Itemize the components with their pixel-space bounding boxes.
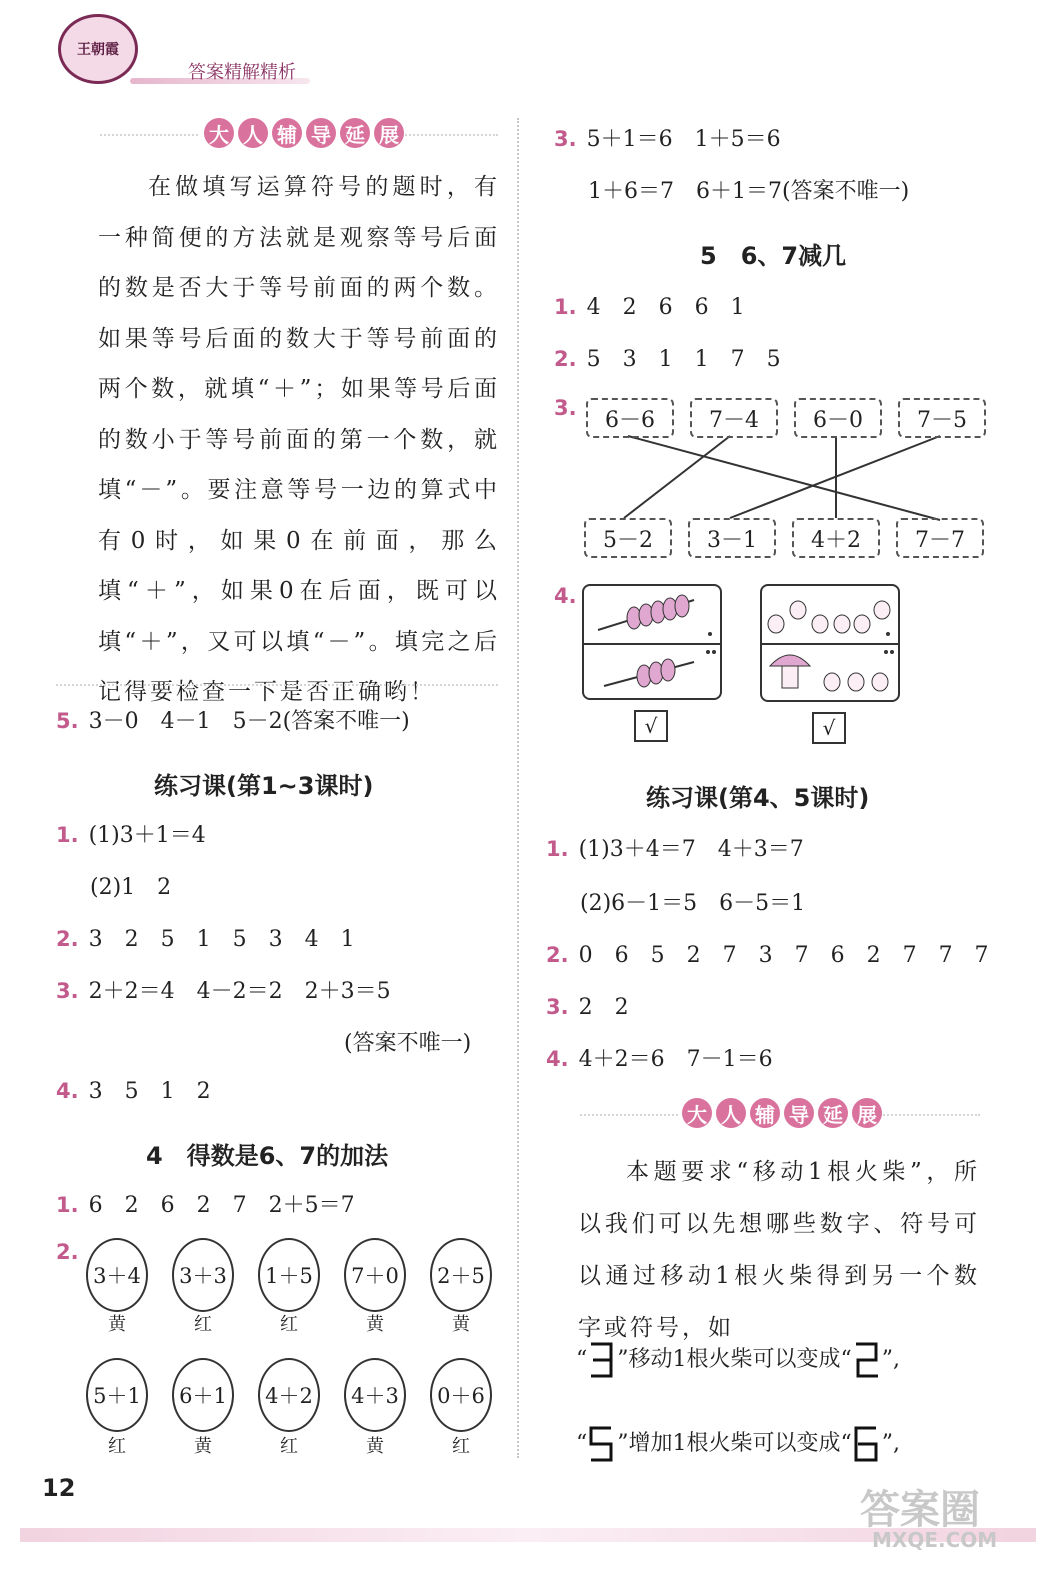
abacus-picture [582,584,722,700]
balloon: 5＋1 [86,1358,148,1432]
balloon: 1＋5 [258,1238,320,1312]
balloon-color: 红 [108,1436,126,1457]
check-box: √ [634,710,668,742]
practice-left-4: 4. 3 5 1 2 [56,1079,211,1104]
s5-q2: 2. 5 3 1 1 7 5 [554,347,781,372]
s5-q3-num: 3. [554,396,577,420]
match-top-box: 7－4 [690,398,778,438]
practice-left-2: 2. 3 2 5 1 5 3 4 1 [56,927,355,952]
balloon-color: 红 [452,1436,470,1457]
match-bottom-box: 7－7 [896,518,984,558]
ext-line-left-r [580,1114,678,1116]
balloon: 6＋1 [172,1358,234,1432]
matchstick-5-icon [587,1424,617,1464]
match-bottom-box: 5－2 [584,518,672,558]
ext-line-left [100,134,198,136]
matchstick-3-icon [587,1340,617,1380]
balloon-color: 黄 [194,1436,212,1457]
balloon: 4＋3 [344,1358,406,1432]
balloon: 2＋5 [430,1238,492,1312]
balloon-color: 黄 [366,1314,384,1335]
balloon-color: 红 [280,1314,298,1335]
balloon-color: 红 [194,1314,212,1335]
balloon-color: 黄 [108,1314,126,1335]
match-top-box: 6－0 [794,398,882,438]
section4-title: 4 得数是6、7的加法 [146,1142,389,1170]
match-top-box: 6－6 [586,398,674,438]
matchstick-line-1: “ ”移动1根火柴可以变成“ ”, [576,1340,900,1380]
r-q3-line1: 3. 5＋1＝6 1＋5＝6 [554,127,781,152]
ext-line-right-r [880,1114,980,1116]
practice-right-1b: (2)6－1＝5 6－5＝1 [580,891,806,916]
balloon-color: 黄 [366,1436,384,1457]
ext-paragraph-right: 本题要求“移动1根火柴”，所以我们可以先想哪些数字、符号可以通过移动1根火柴得到另一个数字或符号，如 [578,1159,980,1341]
ext-paragraph-left: 在做填写运算符号的题时，有一种简便的方法就是观察等号后面的数是否大于等号前面的两个数。如果等号后面的数大于等号前面的两个数，就填“＋”；如果等号后面的数小于等号前面的第一个数，就填“－”。要注意等号一边的算式中有0时，如果0在前面，那么填“＋”，如果0在后面，既可以填“＋”，又可以填“－”。填完之后记得要检查一下是否正确哟！ [98,174,500,705]
match-bottom-box: 4＋2 [792,518,880,558]
balloon: 4＋2 [258,1358,320,1432]
match-top-box: 7－5 [898,398,986,438]
practice-title-right: 练习课(第4、5课时) [646,784,870,812]
ext-title-left: 大 人 辅 导 延 展 [204,118,404,148]
practice-right-3: 3. 2 2 [546,995,629,1020]
balloon: 7＋0 [344,1238,406,1312]
practice-left-1: 1. (1)3＋1＝4 [56,823,206,848]
matchstick-2-icon [852,1340,882,1380]
match-bottom-box: 3－1 [688,518,776,558]
matchstick-6-icon [852,1424,882,1464]
balloon-color: 黄 [452,1314,470,1335]
ext-title-right: 大 人 辅 导 延 展 [682,1098,882,1128]
watermark-url: MXQE.COM [872,1528,998,1552]
rabbit-picture [760,584,900,702]
practice-right-2: 2. 0 6 5 2 7 3 7 6 2 7 7 7 [546,943,989,968]
practice-right-4: 4. 4＋2＝6 7－1＝6 [546,1047,773,1072]
balloon-color: 红 [280,1436,298,1457]
brand-logo: 王朝霞 [58,14,138,84]
header-title: 答案精解精析 [188,62,296,83]
s4-q2-num: 2. [56,1240,79,1264]
s5-q1: 1. 4 2 6 6 1 [554,295,745,320]
ext-line-right [402,134,498,136]
page-number: 12 [42,1474,76,1502]
practice-title-left: 练习课(第1~3课时) [154,772,374,800]
s5-q4-num: 4. [554,584,577,608]
q5-line: 5. 3－0 4－1 5－2(答案不唯一) [56,709,410,734]
practice-left-3: 3. 2＋2＝4 4－2＝2 2＋3＝5 [56,979,391,1004]
column-divider [517,118,519,1458]
practice-right-1: 1. (1)3＋4＝7 4＋3＝7 [546,837,804,862]
section5-title: 5 6、7减几 [700,242,847,270]
balloon: 3＋4 [86,1238,148,1312]
r-q3-line2: 1＋6＝7 6＋1＝7(答案不唯一) [588,179,910,204]
watermark: 答案圈 [860,1487,980,1533]
practice-left-3b: (答案不唯一) [344,1031,472,1056]
matchstick-line-2: “ ”增加1根火柴可以变成“ ”, [576,1424,900,1464]
balloon: 3＋3 [172,1238,234,1312]
practice-left-1b: (2)1 2 [90,875,172,900]
balloon: 0＋6 [430,1358,492,1432]
s4-q1: 1. 6 2 6 2 7 2＋5＝7 [56,1193,355,1218]
ext-bottom-line [56,684,498,686]
check-box: √ [812,712,846,744]
